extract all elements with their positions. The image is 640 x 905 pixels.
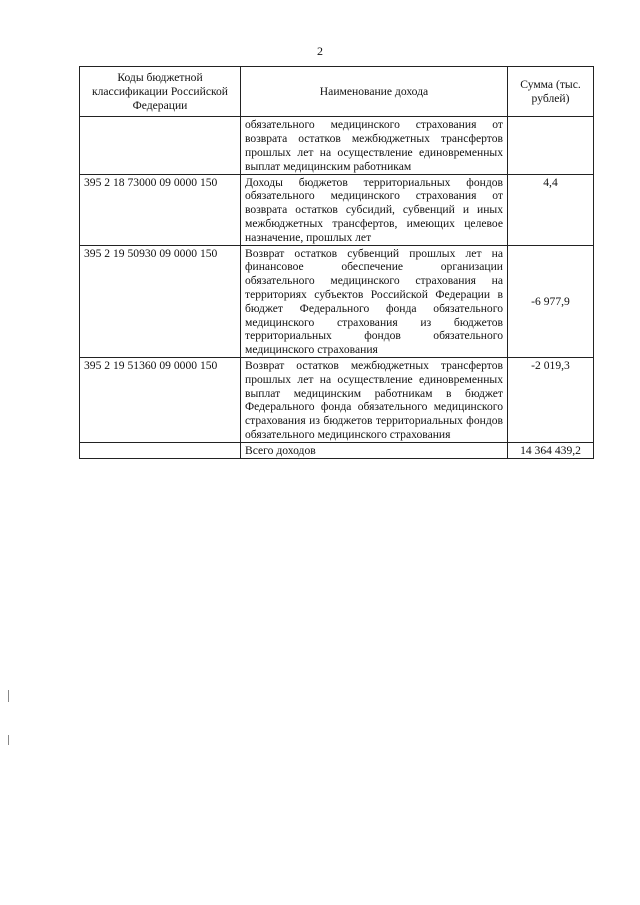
row-code: 395 2 19 50930 09 0000 150 bbox=[80, 245, 241, 357]
scan-edge-mark bbox=[8, 735, 9, 745]
row-amount: -6 977,9 bbox=[508, 245, 594, 357]
header-code: Коды бюджетной классификации Российской Федерации bbox=[80, 67, 241, 117]
page-number: 2 bbox=[317, 44, 323, 58]
row-amount: 4,4 bbox=[508, 174, 594, 245]
row-code: 395 2 19 51360 09 0000 150 bbox=[80, 357, 241, 442]
row-name: Возврат остатков межбюджетных трансфертов прошлых лет на осуществление единовременных выплат медицинским работникам в бюджет Федерального фонда обязательного медицинского страхования из бюджетов территориальных фондов обязательного медицинского страхования bbox=[241, 357, 508, 442]
budget-income-table bbox=[79, 66, 594, 459]
row-name: Возврат остатков субвенций прошлых лет на финансовое обеспечение организации обязательного медицинского страхования на территориях субъектов Российской Федерации в бюджет Федерального фонда обязательного медицинского страхования из бюджетов территориальных фондов обязательного медицинского страхования bbox=[241, 245, 508, 357]
total-label: Всего доходов bbox=[241, 442, 508, 458]
table-row bbox=[80, 174, 594, 245]
row-amount bbox=[508, 117, 594, 174]
table-row bbox=[80, 117, 594, 174]
table-total-row bbox=[80, 442, 594, 458]
total-code-cell bbox=[80, 442, 241, 458]
table-row bbox=[80, 245, 594, 357]
scan-edge-mark bbox=[8, 690, 9, 702]
header-amount: Сумма (тыс. рублей) bbox=[508, 67, 594, 117]
row-code: 395 2 18 73000 09 0000 150 bbox=[80, 174, 241, 245]
table-header-row bbox=[80, 67, 594, 117]
row-amount: -2 019,3 bbox=[508, 357, 594, 442]
row-code bbox=[80, 117, 241, 174]
table-row bbox=[80, 357, 594, 442]
row-name: Доходы бюджетов территориальных фондов обязательного медицинского страхования от возврата остатков субсидий, субвенций и иных межбюджетных трансфертов, имеющих целевое назначение, прошлых лет bbox=[241, 174, 508, 245]
row-name: обязательного медицинского страхования от возврата остатков межбюджетных трансфертов прошлых лет на осуществление единовременных выплат медицинским работникам bbox=[241, 117, 508, 174]
header-name: Наименование дохода bbox=[241, 67, 508, 117]
total-amount: 14 364 439,2 bbox=[508, 442, 594, 458]
